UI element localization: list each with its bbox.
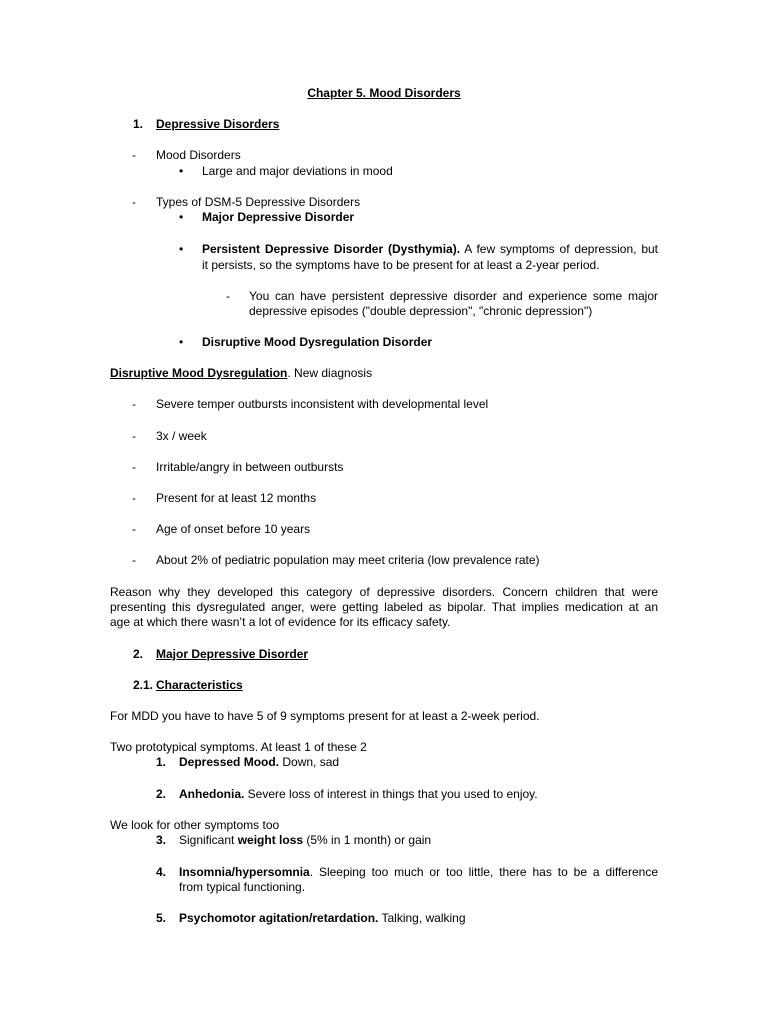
prototypical-text: Two prototypical symptoms. At least 1 of these 2 [110,740,367,754]
dmdd-intro-rest: . New diagnosis [287,366,373,380]
type-dmdd: Disruptive Mood Dysregulation Disorder [202,335,433,349]
symptom-insomnia-line1 [179,865,658,880]
persistent-sub-line1: You can have persistent depressive disorder and experience some major [249,289,658,303]
dmdd-criterion: Irritable/angry in between outbursts [156,460,344,474]
symptom-name: Psychomotor agitation/retardation. [179,911,379,925]
dash-marker: - [132,460,136,474]
symptom-name: Insomnia/hypersomnia [179,865,310,879]
symptom-prefix: Significant [179,833,238,847]
types-label: Types of DSM-5 Depressive Disorders [156,195,361,209]
dmdd-criterion: About 2% of pediatric population may meet criteria (low prevalence rate) [156,553,540,567]
dash-marker: - [132,522,136,536]
symptom-insomnia-line2: from typical functioning. [179,880,306,894]
section-heading-depressive-disorders: Depressive Disorders [156,117,280,131]
symptom-number: 3. [156,833,167,847]
other-symptoms-text: We look for other symptoms too [110,818,280,832]
mood-disorders-label: Mood Disorders [156,148,241,162]
symptom-desc: Down, sad [279,755,340,769]
dmdd-criterion: Severe temper outbursts inconsistent with developmental level [156,397,489,411]
type-persistent-name: Persistent Depressive Disorder (Dysthymia). [202,242,461,256]
dash-marker: - [132,491,136,505]
bullet-marker: • [179,164,184,178]
type-persistent-line2: it persists, so the symptoms have to be present for at least a 2-year period. [202,258,600,272]
bullet-marker: • [179,335,184,349]
dmdd-criterion: 3x / week [156,429,207,443]
dmdd-paragraph-line1: Reason why they developed this category of depressive disorders. Concern children that were [110,585,658,599]
symptom-depressed-mood [179,755,339,770]
dash-marker: - [226,289,230,303]
symptom-number: 1. [156,755,167,769]
section-number: 1. [133,117,144,131]
type-persistent-desc: A few symptoms of depression, but [460,242,659,256]
section-number: 2. [133,647,144,661]
dmdd-paragraph-line3: age at which there wasn’t a lot of evidence for its efficacy safety. [110,615,451,629]
persistent-sub-line2: depressive episodes ("double depression", "chronic depression") [249,304,593,318]
symptom-number: 5. [156,911,167,925]
symptom-number: 2. [156,787,167,801]
dash-marker: - [132,553,136,567]
dmdd-paragraph-line2: presenting this dysregulated anger, were getting labeled as bipolar. That implies medication at an [110,600,658,614]
dash-marker: - [132,397,136,411]
symptom-desc: . Sleeping too much or too little, there has to be a difference [309,865,658,879]
subsection-number: 2.1. [133,678,154,692]
symptom-name: Depressed Mood. [179,755,280,769]
symptom-weight-loss [179,833,431,848]
type-major-depressive: Major Depressive Disorder [202,210,355,224]
symptom-number: 4. [156,865,167,879]
mood-disorders-item: Large and major deviations in mood [202,164,393,178]
symptom-name: weight loss [237,833,304,847]
dmdd-criterion: Age of onset before 10 years [156,522,311,536]
chapter-title: Chapter 5. Mood Disorders [307,86,461,100]
symptom-anhedonia [179,787,538,802]
section-heading-mdd: Major Depressive Disorder [156,647,309,661]
symptom-psychomotor [179,911,466,926]
dmdd-intro [110,366,372,381]
dash-marker: - [132,148,136,162]
dash-marker: - [132,429,136,443]
subsection-heading-characteristics: Characteristics [156,678,243,692]
bullet-marker: • [179,210,184,224]
mdd-criteria-text: For MDD you have to have 5 of 9 symptoms present for at least a 2-week period. [110,709,540,723]
symptom-name: Anhedonia. [179,787,245,801]
symptom-desc: (5% in 1 month) or gain [303,833,432,847]
symptom-desc: Talking, walking [378,911,466,925]
symptom-desc: Severe loss of interest in things that you used to enjoy. [244,787,538,801]
dmdd-heading: Disruptive Mood Dysregulation [110,366,288,380]
dmdd-criterion: Present for at least 12 months [156,491,317,505]
bullet-marker: • [179,242,184,256]
dash-marker: - [132,195,136,209]
type-persistent-line1 [202,242,658,257]
